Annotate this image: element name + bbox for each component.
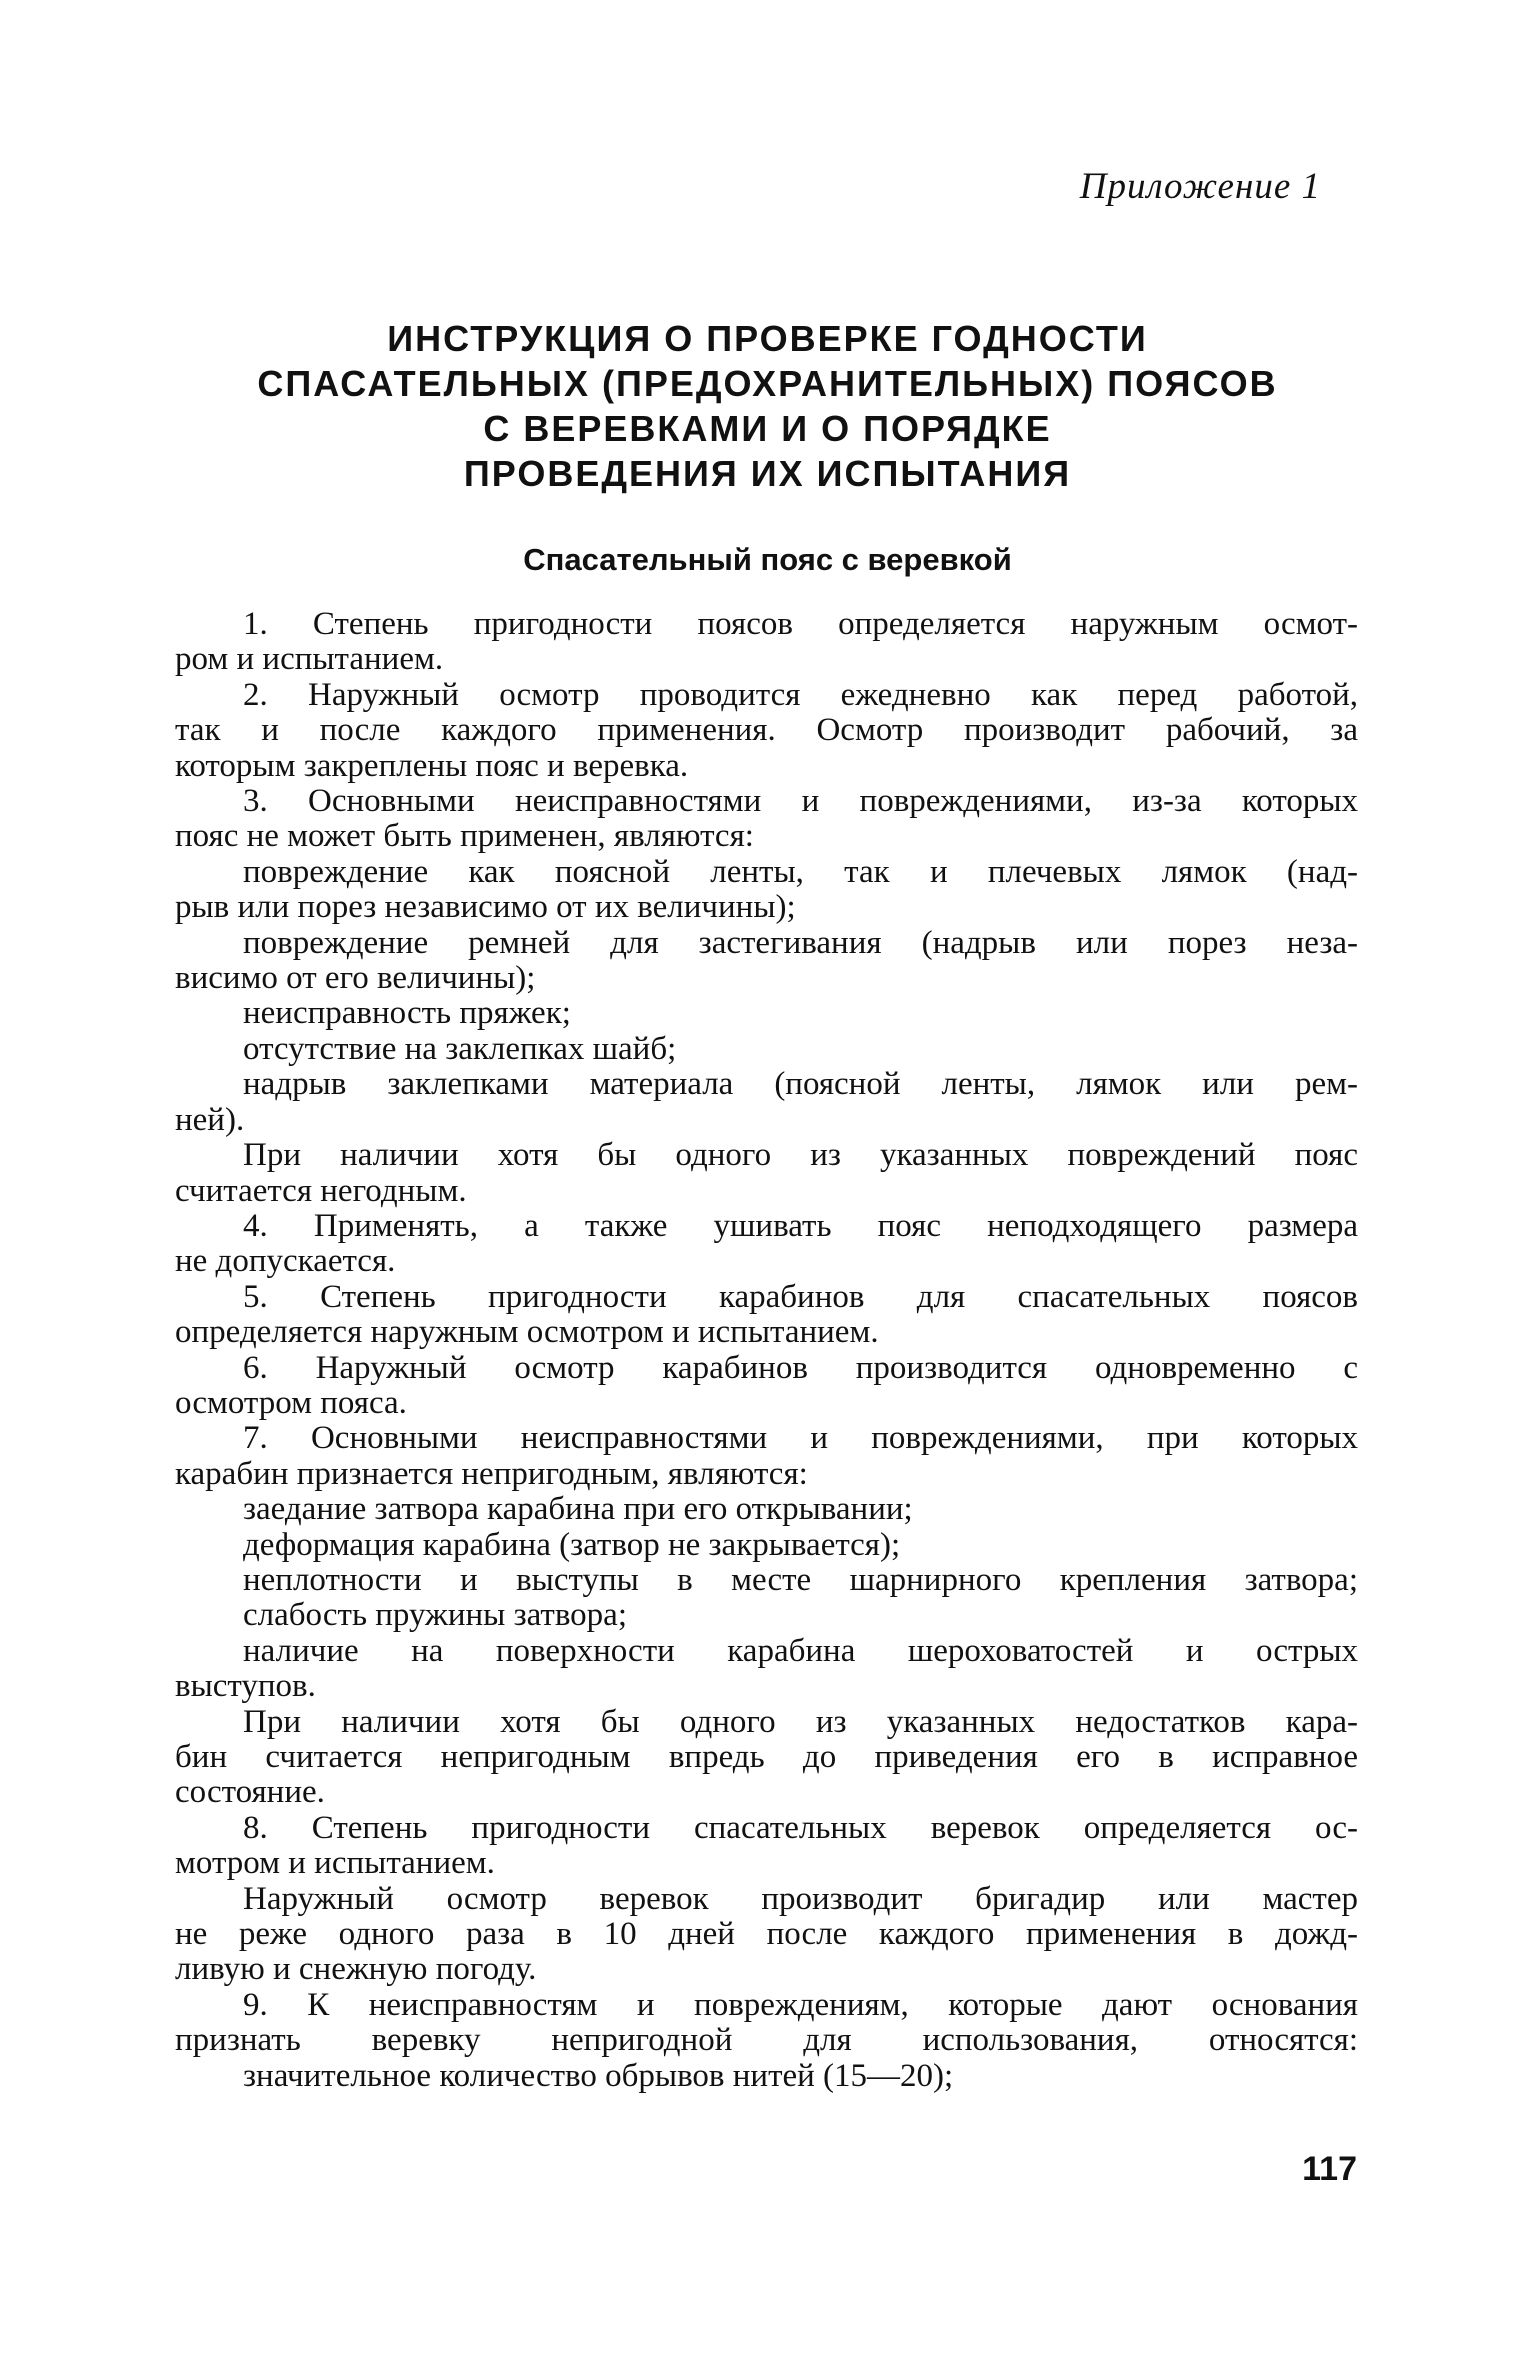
- document-title: [175, 316, 1360, 496]
- text-line: 9. К неисправностям и повреждениям, которые дают основания: [243, 1986, 1358, 2023]
- text-line: заедание затвора карабина при его открывании;: [243, 1491, 913, 1528]
- page-number: 117: [1302, 2150, 1357, 2188]
- text-line: неплотности и выступы в месте шарнирного крепления затвора;: [243, 1561, 1358, 1598]
- text-line: При наличии хотя бы одного из указанных недостатков кара-: [243, 1703, 1358, 1740]
- text-line: 3. Основными неисправностями и повреждениями, из-за которых: [243, 783, 1358, 820]
- text-line: 8. Степень пригодности спасательных веревок определяется ос-: [243, 1809, 1358, 1846]
- text-line: рыв или порез независимо от их величины);: [175, 889, 796, 926]
- text-line: так и после каждого применения. Осмотр производит рабочий, за: [175, 712, 1358, 749]
- text-line: 2. Наружный осмотр проводится ежедневно как перед работой,: [243, 676, 1358, 713]
- body-text: [175, 607, 1358, 2094]
- text-line: деформация карабина (затвор не закрывается);: [243, 1526, 901, 1563]
- text-line: ром и испытанием.: [175, 641, 444, 678]
- text-line: мотром и испытанием.: [175, 1845, 495, 1882]
- title-line: ПРОВЕДЕНИЯ ИХ ИСПЫТАНИЯ: [463, 453, 1072, 494]
- text-line: висимо от его величины);: [175, 960, 536, 997]
- text-line: 5. Степень пригодности карабинов для спасательных поясов: [243, 1278, 1358, 1315]
- text-line: 7. Основными неисправностями и повреждениями, при которых: [243, 1420, 1358, 1457]
- text-line: слабость пружины затвора;: [243, 1597, 627, 1634]
- text-line: 4. Применять, а также ушивать пояс неподходящего размера: [243, 1207, 1358, 1244]
- text-line: повреждение ремней для застегивания (надрыв или порез неза-: [243, 924, 1358, 961]
- text-line: Наружный осмотр веревок производит бригадир или мастер: [243, 1880, 1358, 1917]
- text-line: ливую и снежную погоду.: [175, 1951, 537, 1988]
- text-line: бин считается непригодным впредь до приведения его в исправное: [175, 1739, 1358, 1775]
- text-line: 6. Наружный осмотр карабинов производится одновременно с: [243, 1349, 1358, 1386]
- title-line: С ВЕРЕВКАМИ И О ПОРЯДКЕ: [483, 408, 1052, 449]
- text-line: повреждение как поясной ленты, так и плечевых лямок (над-: [243, 853, 1358, 890]
- text-line: надрыв заклепками материала (поясной ленты, лямок или рем-: [243, 1066, 1358, 1103]
- text-line: пояс не может быть применен, являются:: [175, 818, 754, 855]
- text-line: значительное количество обрывов нитей (15—20);: [243, 2057, 954, 2094]
- section-title: Спасательный пояс с веревкой: [523, 542, 1012, 577]
- title-line: СПАСАТЕЛЬНЫХ (ПРЕДОХРАНИТЕЛЬНЫХ) ПОЯСОВ: [257, 363, 1278, 404]
- text-line: При наличии хотя бы одного из указанных повреждений пояс: [243, 1137, 1358, 1174]
- text-line: не реже одного раза в 10 дней после каждого применения в дожд-: [175, 1916, 1358, 1953]
- appendix-label: Приложение 1: [1079, 166, 1321, 207]
- text-line: которым закреплены пояс и веревка.: [175, 747, 689, 784]
- text-line: карабин признается непригодным, являются:: [175, 1455, 808, 1492]
- text-line: определяется наружным осмотром и испытанием.: [175, 1314, 879, 1351]
- text-line: 1. Степень пригодности поясов определяется наружным осмот-: [243, 606, 1358, 642]
- text-line: выступов.: [175, 1668, 316, 1705]
- text-line: не допускается.: [175, 1243, 396, 1280]
- text-line: осмотром пояса.: [175, 1384, 407, 1421]
- text-line: состояние.: [175, 1774, 325, 1811]
- text-line: ней).: [175, 1101, 245, 1138]
- text-line: считается негодным.: [175, 1172, 467, 1209]
- text-line: отсутствие на заклепках шайб;: [243, 1030, 677, 1067]
- text-line: неисправность пряжек;: [243, 995, 571, 1032]
- text-line: наличие на поверхности карабина шероховатостей и острых: [243, 1632, 1358, 1669]
- title-line: ИНСТРУКЦИЯ О ПРОВЕРКЕ ГОДНОСТИ: [387, 318, 1148, 359]
- text-line: признать веревку непригодной для использования, относятся:: [175, 2022, 1358, 2059]
